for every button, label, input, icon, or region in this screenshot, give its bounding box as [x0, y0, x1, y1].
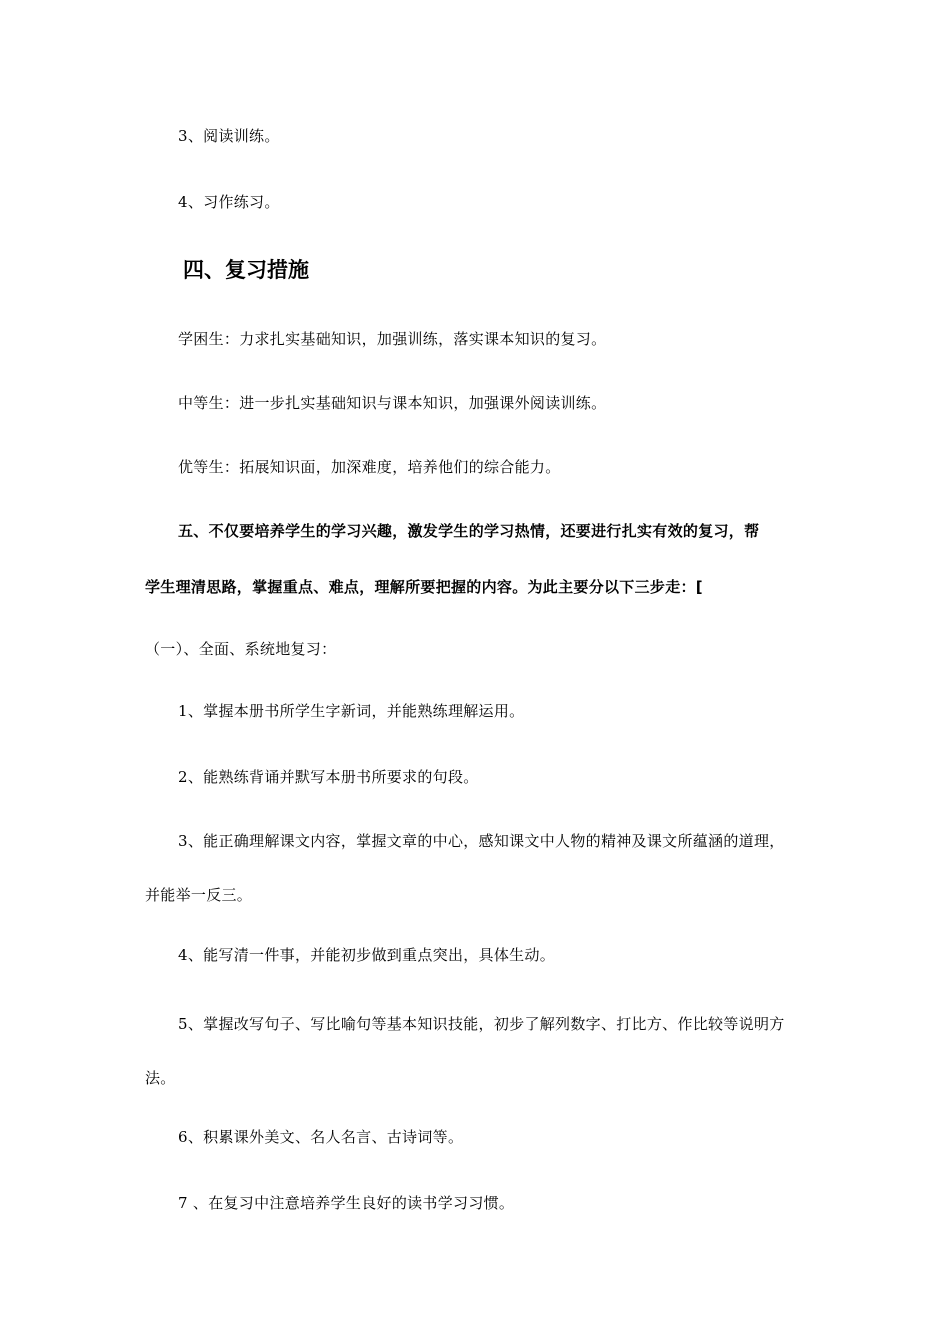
- section-heading-review-measures: 四、复习措施: [183, 258, 309, 282]
- list-item-writing-practice: 4、习作练习。: [178, 193, 280, 211]
- paragraph-struggling-students: 学困生：力求扎实基础知识，加强训练，落实课本知识的复习。: [178, 330, 607, 348]
- section-five-line-1: 五、不仅要培养学生的学习兴趣，激发学生的学习热情，还要进行扎实有效的复习，帮: [178, 522, 760, 540]
- list-item-2: 2、能熟练背诵并默写本册书所要求的句段。: [178, 768, 479, 786]
- paragraph-average-students: 中等生：进一步扎实基础知识与课本知识，加强课外阅读训练。: [178, 394, 607, 412]
- list-item-4: 4、能写清一件事，并能初步做到重点突出，具体生动。: [178, 946, 556, 964]
- list-item-1: 1、掌握本册书所学生字新词，并能熟练理解运用。: [178, 702, 525, 720]
- paragraph-top-students: 优等生：拓展知识面，加深难度，培养他们的综合能力。: [178, 458, 561, 476]
- list-item-5-line-1: 5、掌握改写句子、写比喻句等基本知识技能，初步了解列数字、打比方、作比较等说明方: [178, 1015, 785, 1033]
- subsection-title-comprehensive-review: （一）、全面、系统地复习：: [145, 640, 337, 658]
- list-item-6: 6、积累课外美文、名人名言、古诗词等。: [178, 1128, 464, 1146]
- section-five-line-2: 学生理清思路，掌握重点、难点，理解所要把握的内容。为此主要分以下三步走：[: [145, 578, 703, 596]
- list-item-5-line-2: 法。: [145, 1069, 176, 1087]
- list-item-3-line-2: 并能举一反三。: [145, 886, 253, 904]
- list-item-3-line-1: 3、能正确理解课文内容，掌握文章的中心，感知课文中人物的精神及课文所蕴涵的道理，: [178, 832, 785, 850]
- list-item-reading-training: 3、阅读训练。: [178, 127, 280, 145]
- list-item-7: 7 、在复习中注意培养学生良好的读书学习习惯。: [178, 1194, 515, 1212]
